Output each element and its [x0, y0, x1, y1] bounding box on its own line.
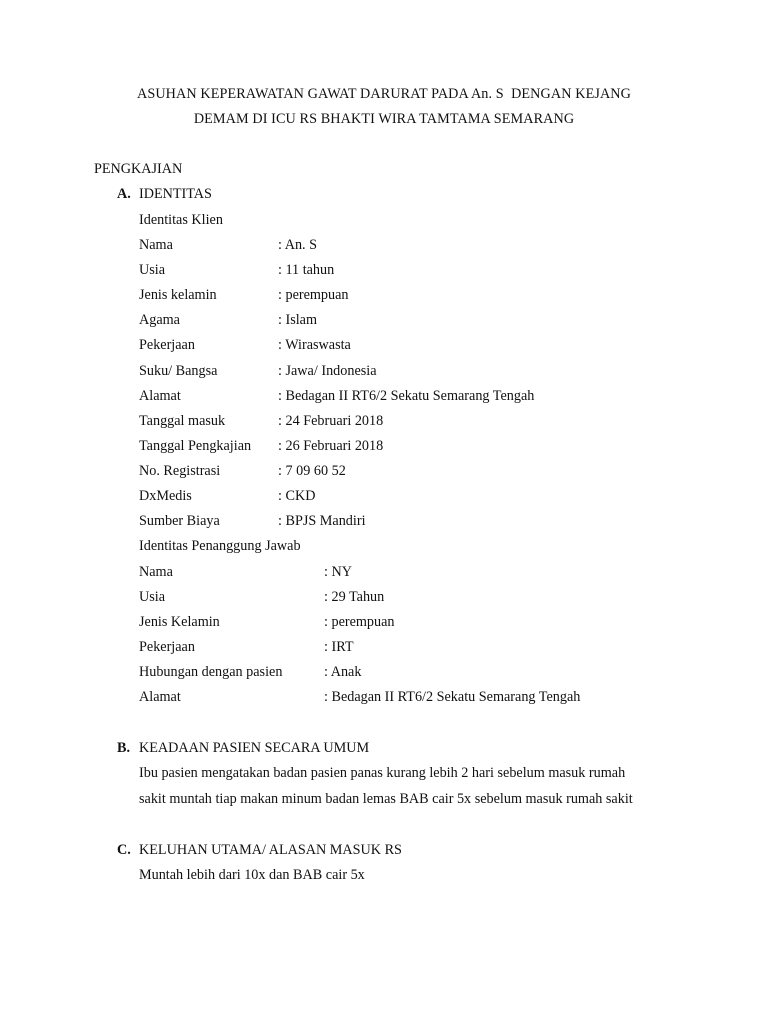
klien-value: : CKD [278, 488, 316, 504]
identitas-klien-heading: Identitas Klien [139, 212, 223, 228]
pj-value: : Anak [324, 664, 362, 680]
klien-label: Nama [139, 237, 173, 253]
section-c-heading: KELUHAN UTAMA/ ALASAN MASUK RS [139, 842, 402, 858]
klien-label: DxMedis [139, 488, 192, 504]
klien-label: Suku/ Bangsa [139, 363, 218, 379]
section-c-letter: C. [117, 842, 131, 858]
klien-label: No. Registrasi [139, 463, 221, 479]
pj-label: Hubungan dengan pasien [139, 664, 283, 680]
pj-value: : 29 Tahun [324, 589, 385, 605]
klien-label: Pekerjaan [139, 337, 195, 353]
klien-value: : Jawa/ Indonesia [278, 363, 377, 379]
klien-label: Tanggal Pengkajian [139, 438, 252, 454]
section-c-text-line-1: Muntah lebih dari 10x dan BAB cair 5x [139, 867, 365, 883]
klien-label: Sumber Biaya [139, 513, 220, 529]
section-b-text-line-2: sakit muntah tiap makan minum badan lemas BAB cair 5x sebelum masuk rumah sakit [139, 791, 633, 807]
document-title-line-2: DEMAM DI ICU RS BHAKTI WIRA TAMTAMA SEMARANG [193, 111, 575, 127]
klien-value: : Islam [278, 312, 318, 328]
klien-label: Tanggal masuk [139, 413, 226, 429]
section-b-letter: B. [117, 740, 131, 756]
section-a-heading: IDENTITAS [139, 186, 212, 202]
pj-label: Usia [139, 589, 166, 605]
klien-value: : Wiraswasta [278, 337, 351, 353]
pj-label: Alamat [139, 689, 181, 705]
klien-value: : perempuan [278, 287, 349, 303]
klien-value: : 11 tahun [278, 262, 335, 278]
klien-value: : 24 Februari 2018 [278, 413, 384, 429]
klien-label: Alamat [139, 388, 181, 404]
klien-label: Usia [139, 262, 166, 278]
section-b-heading: KEADAAN PASIEN SECARA UMUM [139, 740, 370, 756]
pj-label: Nama [139, 564, 173, 580]
identitas-penanggung-jawab-heading: Identitas Penanggung Jawab [139, 538, 301, 554]
klien-value: : 26 Februari 2018 [278, 438, 384, 454]
klien-label: Agama [139, 312, 180, 328]
klien-label: Jenis kelamin [139, 287, 217, 303]
pj-value: : Bedagan II RT6/2 Sekatu Semarang Tengah [324, 689, 581, 705]
section-a-letter: A. [117, 186, 131, 202]
pj-label: Pekerjaan [139, 639, 195, 655]
pengkajian-heading: PENGKAJIAN [94, 161, 183, 177]
pj-value: : perempuan [324, 614, 395, 630]
klien-value: : Bedagan II RT6/2 Sekatu Semarang Tengah [278, 388, 535, 404]
pj-label: Jenis Kelamin [139, 614, 220, 630]
section-b-text-line-1: Ibu pasien mengatakan badan pasien panas kurang lebih 2 hari sebelum masuk rumah [139, 765, 626, 781]
klien-value: : An. S [278, 237, 318, 253]
pj-value: : NY [324, 564, 352, 580]
klien-value: : 7 09 60 52 [278, 463, 346, 479]
document-title-line-1: ASUHAN KEPERAWATAN GAWAT DARURAT PADA An. S DENGAN KEJANG [137, 86, 631, 102]
pj-value: : IRT [324, 639, 354, 655]
klien-value: : BPJS Mandiri [278, 513, 366, 529]
